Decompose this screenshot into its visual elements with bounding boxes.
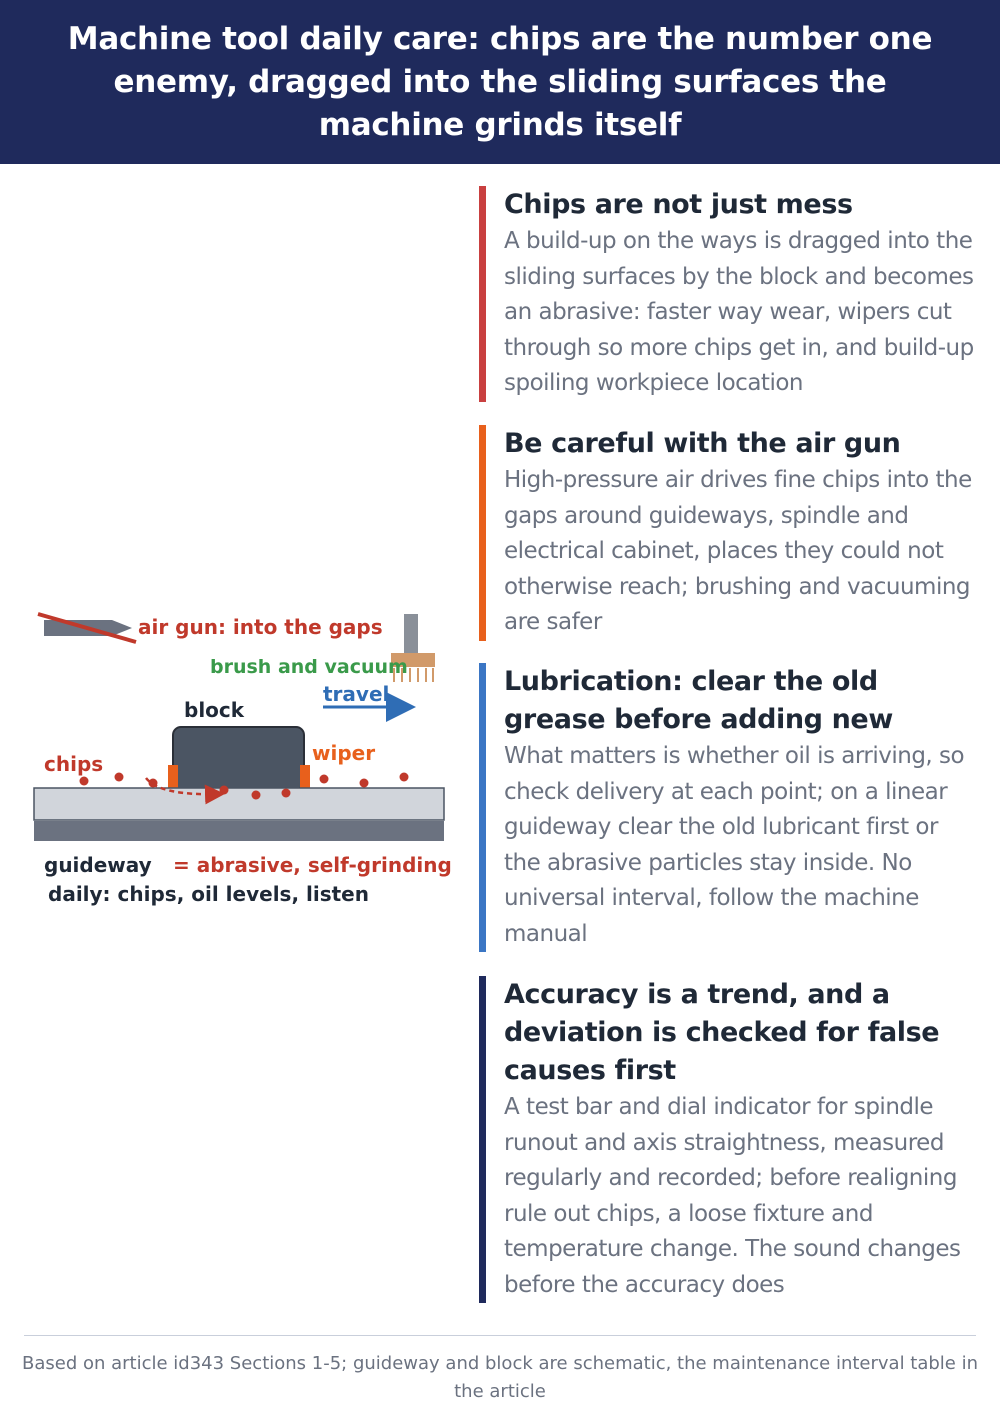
diagram-svg (0, 590, 470, 920)
card-body: A build-up on the ways is dragged into the sliding surfaces by the block and becomes an abrasive: faster way wear, wipers cut through so more chips get in, and build-up spoiling workpiece location (504, 228, 974, 396)
card-body: High-pressure air drives fine chips into the gaps around guideways, spindle and electrical cabinet, places they could not otherwise reach; brushing and vacuuming are safer (504, 467, 972, 635)
card-heading: Chips are not just mess (504, 189, 853, 220)
daily-label: daily: chips, oil levels, listen (48, 882, 369, 906)
card-heading: Accuracy is a trend, and a deviation is checked for false causes first (504, 979, 940, 1086)
abrasive-label: = abrasive, self-grinding (173, 853, 452, 877)
card-air-gun (479, 425, 979, 641)
footer-divider (24, 1335, 976, 1336)
card-chips (479, 186, 979, 402)
page-title: Machine tool daily care: chips are the number one enemy, dragged into the sliding surfaces the machine grinds itself (67, 20, 933, 143)
chips-label: chips (44, 752, 104, 776)
wiper-right (300, 765, 310, 789)
block-label: block (184, 698, 245, 722)
footer-note: Based on article id343 Sections 1-5; guideway and block are schematic, the maintenance interval table in the article (21, 1353, 979, 1402)
card-body: A test bar and dial indicator for spindle runout and axis straightness, measured regularly and recorded; before realigning rule out chips, a loose fixture and temperature change. The sound changes before the accuracy does (504, 1094, 961, 1298)
air-gun-icon (38, 614, 136, 642)
wiper-left (168, 765, 178, 789)
guideway-rail (34, 788, 444, 820)
card-heading: Be careful with the air gun (504, 428, 901, 459)
card-accuracy (479, 976, 979, 1303)
travel-label: travel (323, 682, 390, 706)
card-heading: Lubrication: clear the old grease before adding new (504, 666, 893, 735)
block-shape (173, 727, 304, 789)
guideway-base (34, 821, 444, 841)
guideway-diagram (0, 590, 470, 920)
guideway-label: guideway (44, 853, 152, 877)
brush-label: brush and vacuum (210, 656, 408, 678)
card-lubrication (479, 663, 979, 952)
wiper-label: wiper (312, 741, 376, 765)
air-gun-label: air gun: into the gaps (138, 615, 383, 639)
title-banner (0, 0, 1000, 164)
card-body: What matters is whether oil is arriving, so check delivery at each point; on a linear guideway clear the old lubricant first or the abrasive particles stay inside. No universal interval, follow the machine manual (504, 743, 965, 947)
